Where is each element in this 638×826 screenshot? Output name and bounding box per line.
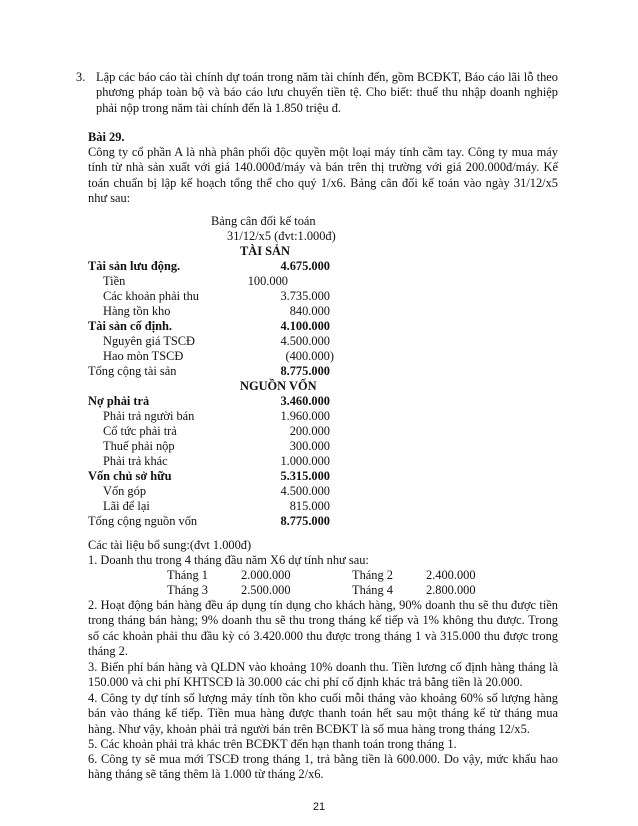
month-label: Tháng 2 bbox=[352, 568, 393, 582]
depreciation-row bbox=[88, 349, 418, 364]
exercise-intro: Công ty cổ phần A là nhà phân phối độc quyền một loại máy tính cầm tay. Công ty mua máy tính từ nhà sản xuất với giá 140.000đ/máy và bán trên thị trường với giá 200.000đ/máy. Kế toán chuẩn bị lập kế hoạch tổng thể cho quý 1/x6. Bảng cân đối kế toán vào ngày 31/12/x5 như sau: bbox=[88, 145, 558, 206]
page-number: 21 bbox=[312, 801, 326, 813]
month-label: Tháng 3 bbox=[167, 583, 208, 597]
row-label: Tổng cộng nguồn vốn bbox=[88, 514, 198, 528]
row-label: Vốn góp bbox=[103, 484, 147, 498]
historical-cost-row bbox=[88, 334, 418, 349]
row-value: 8.775.000 bbox=[280, 364, 330, 378]
row-label: Tiền bbox=[103, 274, 126, 288]
row-value: 840.000 bbox=[289, 304, 330, 318]
balance-sheet-subtitle: 31/12/x5 (đvt:1.000đ) bbox=[227, 229, 336, 243]
row-label: Lãi để lại bbox=[103, 499, 150, 513]
row-value: 815.000 bbox=[289, 499, 330, 513]
row-label: Hao mòn TSCĐ bbox=[103, 349, 184, 363]
months-row-2 bbox=[0, 583, 638, 598]
month-label: Tháng 1 bbox=[167, 568, 208, 582]
total-assets-row bbox=[88, 364, 418, 379]
other-payables-row bbox=[88, 454, 418, 469]
row-label: Hàng tồn kho bbox=[103, 304, 171, 318]
row-value: 200.000 bbox=[289, 424, 330, 438]
dividends-payable-row bbox=[88, 424, 418, 439]
balance-sheet-title: Bảng cân đối kế toán bbox=[211, 214, 316, 228]
month-value: 2.000.000 bbox=[241, 568, 291, 582]
row-value: 3.460.000 bbox=[280, 394, 330, 408]
row-label: Tài sản lưu động. bbox=[88, 259, 181, 273]
row-value: 8.775.000 bbox=[280, 514, 330, 528]
row-value: 4.100.000 bbox=[280, 319, 330, 333]
row-label: Nợ phải trả bbox=[88, 394, 150, 408]
row-value: 4.500.000 bbox=[280, 484, 330, 498]
supplement-title: Các tài liệu bổ sung:(đvt 1.000đ) bbox=[88, 538, 252, 552]
row-label: Phải trả người bán bbox=[103, 409, 195, 423]
row-value: 300.000 bbox=[289, 439, 330, 453]
tax-payable-row bbox=[88, 439, 418, 454]
row-value: 4.500.000 bbox=[280, 334, 330, 348]
current-assets-row bbox=[88, 259, 418, 274]
row-value: 1.000.000 bbox=[280, 454, 330, 468]
supplement-item-3: 3. Biến phí bán hàng và QLDN vào khoảng 10% doanh thu. Tiền lương cố định hàng tháng là 150.000 và chi phí KHTSCĐ là 30.000 các chi phí cố định khác trả bằng tiền là 20.000. bbox=[88, 660, 558, 690]
row-value: 4.675.000 bbox=[280, 259, 330, 273]
equity-row bbox=[88, 469, 418, 484]
cash-row bbox=[88, 274, 418, 289]
row-label: Phải trả khác bbox=[103, 454, 168, 468]
row-value: 1.960.000 bbox=[280, 409, 330, 423]
row-value: (400.000) bbox=[285, 349, 334, 363]
month-value: 2.400.000 bbox=[426, 568, 476, 582]
receivables-row bbox=[88, 289, 418, 304]
total-sources-row bbox=[88, 514, 418, 529]
exercise-item-3 bbox=[76, 70, 558, 116]
exercise-title: Bài 29. bbox=[88, 130, 125, 144]
month-label: Tháng 4 bbox=[352, 583, 393, 597]
row-label: Cổ tức phải trả bbox=[103, 424, 177, 438]
fixed-assets-row bbox=[88, 319, 418, 334]
row-label: Thuế phải nộp bbox=[103, 439, 175, 453]
item-number: 3. bbox=[76, 70, 86, 84]
months-row-1 bbox=[0, 568, 638, 583]
supplement-item-2: 2. Hoạt động bán hàng đều áp dụng tín dụng cho khách hàng, 90% doanh thu sẽ thu được tiền trong tháng bán hàng; 9% doanh thu sẽ thu trong tháng kế tiếp và 1% không thu được. Trong số các khoản phải thu đầu kỳ có 3.420.000 thu được trong tháng 1 và 315.000 thu được trong tháng 2. bbox=[88, 598, 558, 659]
supplement-item-4: 4. Công ty dự tính số lượng máy tính tồn kho cuối mỗi tháng vào khoảng 60% số lượng hàng bán vào tháng kế tiếp. Tiền mua hàng được thanh toán hết sau một tháng kể từ tháng mua hàng. Như vậy, khoản phải trả người bán trên BCĐKT là số mua hàng trong tháng 12/x5. bbox=[88, 691, 558, 736]
payables-suppliers-row bbox=[88, 409, 418, 424]
month-value: 2.500.000 bbox=[241, 583, 291, 597]
inventory-row bbox=[88, 304, 418, 319]
capital-row bbox=[88, 484, 418, 499]
supplement-item-5: 5. Các khoản phải trả khác trên BCĐKT đến hạn thanh toán trong tháng 1. bbox=[88, 737, 457, 751]
row-value: 5.315.000 bbox=[280, 469, 330, 483]
row-value: 100.000 bbox=[247, 274, 288, 288]
liabilities-row bbox=[88, 394, 418, 409]
row-label: Vốn chủ sở hữu bbox=[88, 469, 172, 483]
month-value: 2.800.000 bbox=[426, 583, 476, 597]
supplement-item-6: 6. Công ty sẽ mua mới TSCĐ trong tháng 1, trả bằng tiền là 600.000. Do vậy, mức khấu hao hàng tháng sẽ tăng thêm là 1.000 từ tháng 2/x6. bbox=[88, 752, 558, 782]
sources-heading: NGUỒN VỐN bbox=[240, 379, 317, 393]
item-text: Lập các báo cáo tài chính dự toán trong năm tài chính đến, gồm BCĐKT, Báo cáo lãi lỗ theo phương pháp toàn bộ và báo cáo lưu chuyển tiền tệ. Cho biết: thuế thu nhập doanh nghiệp phải nộp trong năm tài chính đến là 1.850 triệu đ. bbox=[96, 70, 558, 115]
row-label: Nguyên giá TSCĐ bbox=[103, 334, 196, 348]
supplement-item-1: 1. Doanh thu trong 4 tháng đầu năm X6 dự tính như sau: bbox=[88, 553, 369, 567]
assets-heading: TÀI SẢN bbox=[240, 244, 290, 258]
row-label: Các khoản phải thu bbox=[103, 289, 200, 303]
row-label: Tổng cộng tài sản bbox=[88, 364, 177, 378]
row-label: Tài sản cố định. bbox=[88, 319, 173, 333]
retained-earnings-row bbox=[88, 499, 418, 514]
row-value: 3.735.000 bbox=[280, 289, 330, 303]
